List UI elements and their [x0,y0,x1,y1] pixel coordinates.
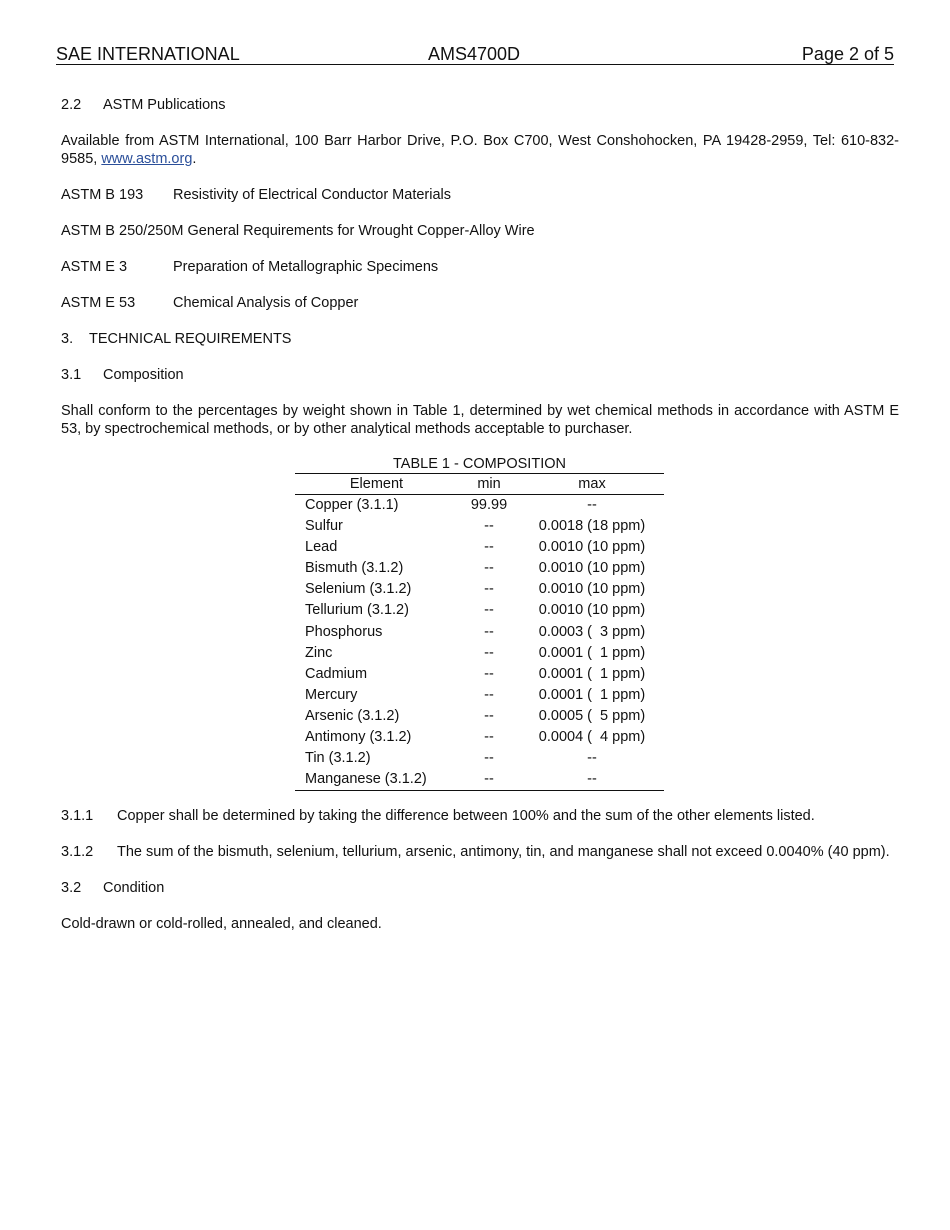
composition-table-grid [295,474,664,791]
table-row [295,727,664,748]
column-header-min: min [458,474,520,495]
section-text: The sum of the bismuth, selenium, tellurium, arsenic, antimony, tin, and manganese shall not exceed 0.0040% (40 ppm). [117,844,890,861]
min-cell: -- [484,707,494,724]
min-cell: -- [484,665,494,682]
min-cell: -- [484,539,494,556]
reference-code: ASTM B 250/250M [61,223,184,239]
header-org: SAE INTERNATIONAL [56,44,240,64]
element-cell: Tin (3.1.2) [305,750,371,767]
section-3-2-heading [61,879,899,897]
max-cell: 0.0018 (18 ppm) [538,518,646,535]
astm-website-link[interactable]: www.astm.org [101,151,193,167]
reference-astm-e3 [61,258,899,276]
max-cell: 0.0010 (10 ppm) [538,539,646,556]
section-3-1-heading [61,366,899,384]
composition-paragraph: Shall conform to the percentages by weight shown in Table 1, determined by wet chemical methods in accordance with ASTM E 53, by spectrochemical methods, or by other analytical methods acceptable to purchaser. [61,403,899,437]
min-cell: -- [484,750,494,767]
max-cell: 0.0001 ( 1 ppm) [538,644,646,661]
element-cell: Phosphorus [305,623,383,640]
header-page-number: Page 2 of 5 [801,44,894,64]
reference-astm-b250 [61,222,899,240]
element-cell: Mercury [305,686,358,703]
element-cell: Manganese (3.1.2) [295,769,458,791]
section-3-1-1 [61,807,899,825]
reference-astm-b193 [61,186,899,204]
max-cell: -- [587,497,597,513]
document-body [61,96,899,951]
min-cell: -- [484,518,494,535]
section-title: ASTM Publications [103,97,226,113]
max-cell: 0.0010 (10 ppm) [538,581,646,598]
table-row [295,516,664,537]
max-cell: -- [520,769,664,791]
astm-availability-paragraph [61,132,899,168]
min-cell: -- [484,644,494,661]
reference-title: Resistivity of Electrical Conductor Materials [173,187,452,203]
reference-title: General Requirements for Wrought Copper-Alloy Wire [187,223,535,239]
max-cell: 0.0010 (10 ppm) [538,602,646,619]
min-cell: -- [484,686,494,703]
table-row [295,579,664,600]
composition-table [295,456,664,791]
section-title: TECHNICAL REQUIREMENTS [89,331,292,347]
table-row [295,537,664,558]
min-cell: 99.99 [470,497,508,513]
max-cell: 0.0005 ( 5 ppm) [538,707,646,724]
max-cell: 0.0004 ( 4 ppm) [538,729,646,746]
element-cell: Selenium (3.1.2) [305,581,412,598]
table-row [295,664,664,685]
reference-code: ASTM E 53 [61,295,136,311]
table-row [295,495,664,517]
table-row [295,643,664,664]
table-row [295,622,664,643]
table-row [295,706,664,727]
table-row [295,769,664,791]
min-cell: -- [484,581,494,598]
reference-title: Preparation of Metallographic Specimens [173,259,439,275]
element-cell: Zinc [305,644,333,661]
section-number: 3.1.1 [61,808,94,825]
table-title: TABLE 1 - COMPOSITION [295,456,664,474]
reference-title: Chemical Analysis of Copper [173,295,359,311]
page-header [56,44,894,65]
column-header-max: max [520,474,664,495]
element-cell: Bismuth (3.1.2) [305,560,404,577]
max-cell: 0.0003 ( 3 ppm) [538,623,646,640]
reference-code: ASTM E 3 [61,259,128,275]
reference-astm-e53 [61,294,899,312]
max-cell: 0.0001 ( 1 ppm) [538,665,646,682]
element-cell: Copper (3.1.1) [305,497,399,513]
element-cell: Cadmium [305,665,368,682]
condition-paragraph: Cold-drawn or cold-rolled, annealed, and cleaned. [61,916,382,933]
min-cell: -- [484,602,494,619]
reference-code: ASTM B 193 [61,187,144,203]
section-number: 2.2 [61,97,82,113]
element-cell: Antimony (3.1.2) [305,729,412,746]
element-cell: Arsenic (3.1.2) [305,707,400,724]
table-header-row [295,474,664,495]
section-text: Copper shall be determined by taking the difference between 100% and the sum of the other elements listed. [117,808,815,825]
min-cell: -- [484,623,494,640]
availability-text: Available from ASTM International, 100 Barr Harbor Drive, P.O. Box C700, West Conshohocken, PA 19428-2959, Tel: 610-832-9585, [61,133,899,167]
section-number: 3.1.2 [61,844,94,861]
section-number: 3.1 [61,367,82,383]
section-number: 3. [61,331,74,347]
max-cell: 0.0001 ( 1 ppm) [538,686,646,703]
table-row [295,748,664,769]
section-number: 3.2 [61,880,82,897]
section-3-1-2 [61,843,899,861]
element-cell: Tellurium (3.1.2) [305,602,409,619]
element-cell: Lead [305,539,338,556]
section-3-heading [61,330,899,348]
max-cell: -- [587,750,597,767]
section-title: Condition [103,880,165,897]
min-cell: -- [484,729,494,746]
table-row [295,558,664,579]
min-cell: -- [458,769,520,791]
column-header-element: Element [295,474,458,495]
table-row [295,600,664,621]
max-cell: 0.0010 (10 ppm) [538,560,646,577]
table-row [295,685,664,706]
availability-end: . [192,151,197,167]
section-2-2-heading [61,96,899,114]
min-cell: -- [484,560,494,577]
element-cell: Sulfur [305,518,343,535]
header-doc-id: AMS4700D [428,44,521,64]
section-title: Composition [103,367,184,383]
